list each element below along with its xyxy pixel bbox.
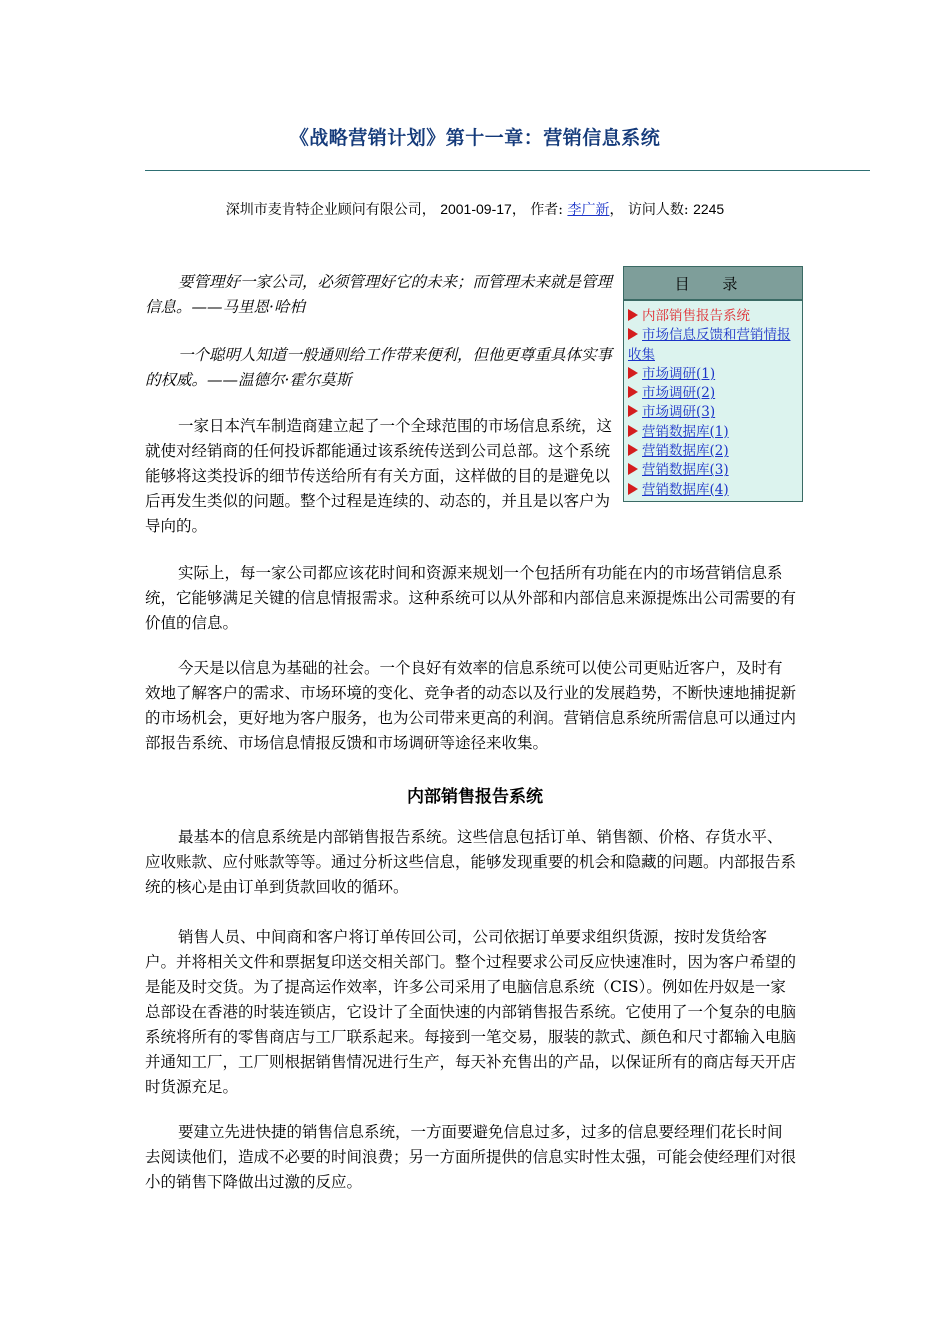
title-divider <box>145 170 870 171</box>
quote-1: 要管理好一家公司，必须管理好它的未来；而管理未来就是管理信息。——马里恩·哈柏 <box>145 273 613 316</box>
toc-item-label: 内部销售报告系统 <box>642 308 750 324</box>
article-meta <box>0 199 950 219</box>
toc-item-research-1[interactable] <box>628 365 802 384</box>
toc-item-research-3[interactable] <box>628 403 802 422</box>
arrow-icon <box>628 425 638 437</box>
toc-item-label: 营销数据库(1) <box>642 423 729 440</box>
arrow-icon <box>628 367 638 379</box>
toc-item-label: 市场调研(1) <box>642 365 716 382</box>
toc-item-label: 营销数据库(4) <box>642 481 729 498</box>
quote-2: 一个聪明人知道一般通则给工作带来便利，但他更尊重具体实事的权威。——温德尔·霍尔莫斯 <box>145 346 613 389</box>
arrow-icon <box>628 309 638 321</box>
meta-visits: 2245 <box>693 201 725 217</box>
toc-item-research-2[interactable] <box>628 384 802 403</box>
toc-item-label: 市场信息反馈和营销情报收集 <box>628 327 791 363</box>
meta-date: 2001-09-17 <box>440 201 512 217</box>
arrow-icon <box>628 405 638 417</box>
meta-visits-label: ， 访问人数: <box>609 202 694 218</box>
toc-item-label: 市场调研(2) <box>642 385 716 402</box>
paragraph-2: 实际上，每一家公司都应该花时间和资源来规划一个包括所有功能在内的市场营销信息系统，它能够满足关键的信息情报需求。这种系统可以从外部和内部信息来源提炼出公司需要的有价值的信息。 <box>145 564 797 632</box>
page-title: 《战略营销计划》第十一章：营销信息系统 <box>289 127 661 149</box>
arrow-icon <box>628 444 638 456</box>
paragraph-1: 一家日本汽车制造商建立起了一个全球范围的市场信息系统，这就使对经销商的任何投诉都能通过该系统传送到公司总部。这个系统能够将这类投诉的细节传送给所有有关方面，这样做的目的是避免以后再发生类似的问题。整个过程是连续的、动态的，并且是以客户为导向的。 <box>145 417 613 535</box>
author-link[interactable]: 李广新 <box>567 202 610 218</box>
arrow-icon <box>628 386 638 398</box>
toc-item-database-2[interactable] <box>628 442 802 461</box>
table-of-contents <box>623 266 803 502</box>
toc-item-database-3[interactable] <box>628 461 802 480</box>
toc-item-database-4[interactable] <box>628 481 802 500</box>
arrow-icon <box>628 483 638 495</box>
toc-heading: 目 录 <box>624 267 802 301</box>
toc-item-label: 营销数据库(3) <box>642 462 729 479</box>
arrow-icon <box>628 328 638 340</box>
toc-item-market-feedback[interactable] <box>628 326 798 365</box>
toc-list <box>624 301 802 500</box>
toc-item-internal-sales[interactable] <box>628 307 802 326</box>
section-paragraph-1: 最基本的信息系统是内部销售报告系统。这些信息包括订单、销售额、价格、存货水平、应收账款、应付账款等等。通过分析这些信息，能够发现重要的机会和隐藏的问题。内部报告系统的核心是由订单到货款回收的循环。 <box>145 828 797 896</box>
toc-item-label: 市场调研(3) <box>642 404 716 421</box>
meta-company: 深圳市麦肯特企业顾问有限公司， <box>225 202 436 218</box>
toc-item-database-1[interactable] <box>628 423 802 442</box>
meta-author-label: ， 作者: <box>511 202 568 218</box>
section-heading: 内部销售报告系统 <box>407 787 543 807</box>
paragraph-3: 今天是以信息为基础的社会。一个良好有效率的信息系统可以使公司更贴近客户，及时有效地了解客户的需求、市场环境的变化、竞争者的动态以及行业的发展趋势，不断快速地捕捉新的市场机会，更好地为客户服务，也为公司带来更高的利润。营销信息系统所需信息可以通过内部报告系统、市场信息情报反馈和市场调研等途径来收集。 <box>145 659 797 752</box>
section-paragraph-3: 要建立先进快捷的销售信息系统，一方面要避免信息过多，过多的信息要经理们花长时间去阅读他们，造成不必要的时间浪费；另一方面所提供的信息实时性太强，可能会使经理们对很小的销售下降做出过激的反应。 <box>145 1123 797 1191</box>
toc-item-label: 营销数据库(2) <box>642 443 729 460</box>
arrow-icon <box>628 463 638 475</box>
section-paragraph-2: 销售人员、中间商和客户将订单传回公司，公司依据订单要求组织货源，按时发货给客户。并将相关文件和票据复印送交相关部门。整个过程要求公司反应快速准时，因为客户希望的是能及时交货。为了提高运作效率，许多公司采用了电脑信息系统（CIS）。例如佐丹奴是一家总部设在香港的时装连锁店，它设计了全面快速的内部销售报告系统。它使用了一个复杂的电脑系统将所有的零售商店与工厂联系起来。每接到一笔交易，服装的款式、颜色和尺寸都输入电脑并通知工厂，工厂则根据销售情况进行生产，每天补充售出的产品，以保证所有的商店每天开店时货源充足。 <box>145 928 797 1096</box>
